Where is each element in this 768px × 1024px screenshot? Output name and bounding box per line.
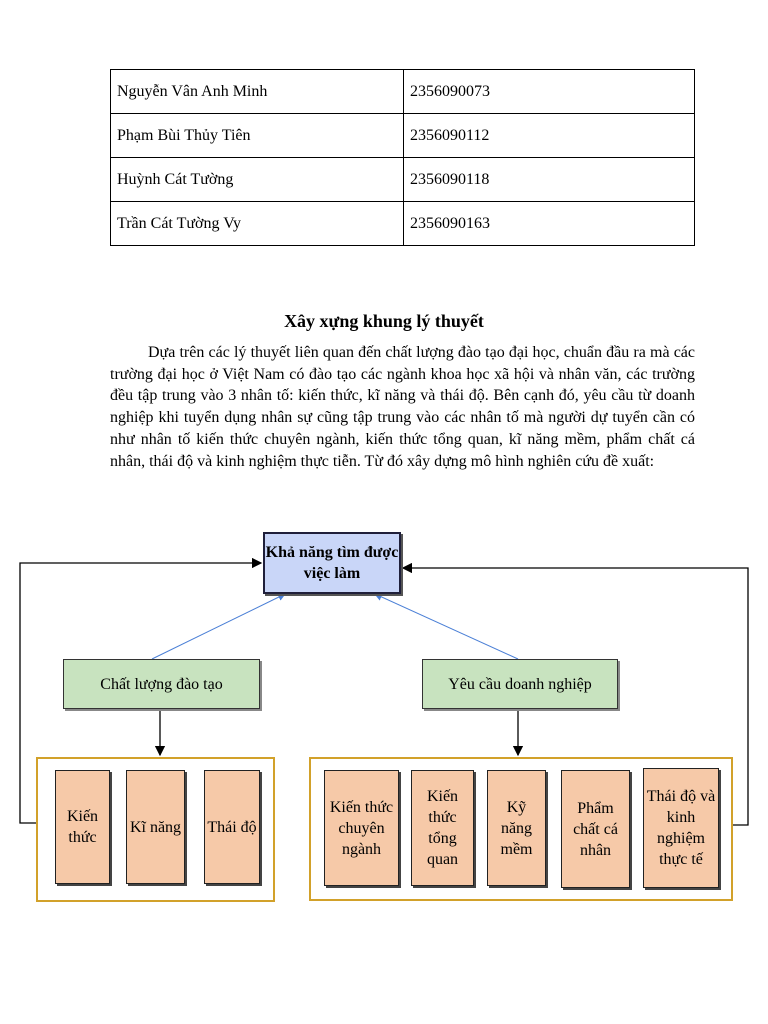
member-table bbox=[110, 69, 695, 246]
member-name: Huỳnh Cát Tường bbox=[111, 158, 404, 202]
factor-item: Kiến thức bbox=[55, 770, 110, 884]
link-right-to-goal bbox=[375, 594, 518, 659]
table-row bbox=[111, 70, 695, 114]
table-row bbox=[111, 114, 695, 158]
factor-item: Phẩm chất cá nhân bbox=[561, 770, 630, 888]
factor-item: Kỹ năng mềm bbox=[487, 770, 546, 886]
factor-item: Thái độ bbox=[204, 770, 260, 884]
factor-item: Kiến thức chuyên ngành bbox=[324, 770, 399, 886]
goal-box: Khả năng tìm được việc làm bbox=[263, 532, 401, 594]
member-name: Phạm Bùi Thủy Tiên bbox=[111, 114, 404, 158]
factor-item: Kiến thức tổng quan bbox=[411, 770, 474, 886]
section-paragraph: Dựa trên các lý thuyết liên quan đến chất lượng đào tạo đại học, chuẩn đầu ra mà các trường đại học ở Việt Nam có đào tạo các ngành khoa học xã hội và nhân văn, các trường đều tập trung vào 3 nhân tố: kiến thức, kĩ năng và thái độ. Bên cạnh đó, yêu cầu từ doanh nghiệp khi tuyển dụng nhân sự cũng tập trung vào các nhân tố mà người dự tuyển cần có như nhân tố kiến thức chuyên ngành, kiến thức tổng quan, kĩ năng mềm, phẩm chất cá nhân, thái độ và kinh nghiệm thực tiễn. Từ đó xây dựng mô hình nghiên cứu đề xuất: bbox=[110, 344, 695, 470]
member-id: 2356090073 bbox=[404, 70, 695, 114]
factor-item: Kĩ năng bbox=[126, 770, 185, 884]
business-requirements-box: Yêu cầu doanh nghiệp bbox=[422, 659, 618, 709]
member-id: 2356090112 bbox=[404, 114, 695, 158]
member-name: Trần Cát Tường Vy bbox=[111, 202, 404, 246]
member-id: 2356090163 bbox=[404, 202, 695, 246]
member-id: 2356090118 bbox=[404, 158, 695, 202]
table-row bbox=[111, 202, 695, 246]
section-heading: Xây xựng khung lý thuyết bbox=[284, 311, 484, 331]
link-left-to-goal bbox=[152, 594, 285, 659]
factor-item: Thái độ và kinh nghiệm thực tế bbox=[643, 768, 719, 888]
member-name: Nguyễn Vân Anh Minh bbox=[111, 70, 404, 114]
training-quality-box: Chất lượng đào tạo bbox=[63, 659, 260, 709]
table-row bbox=[111, 158, 695, 202]
